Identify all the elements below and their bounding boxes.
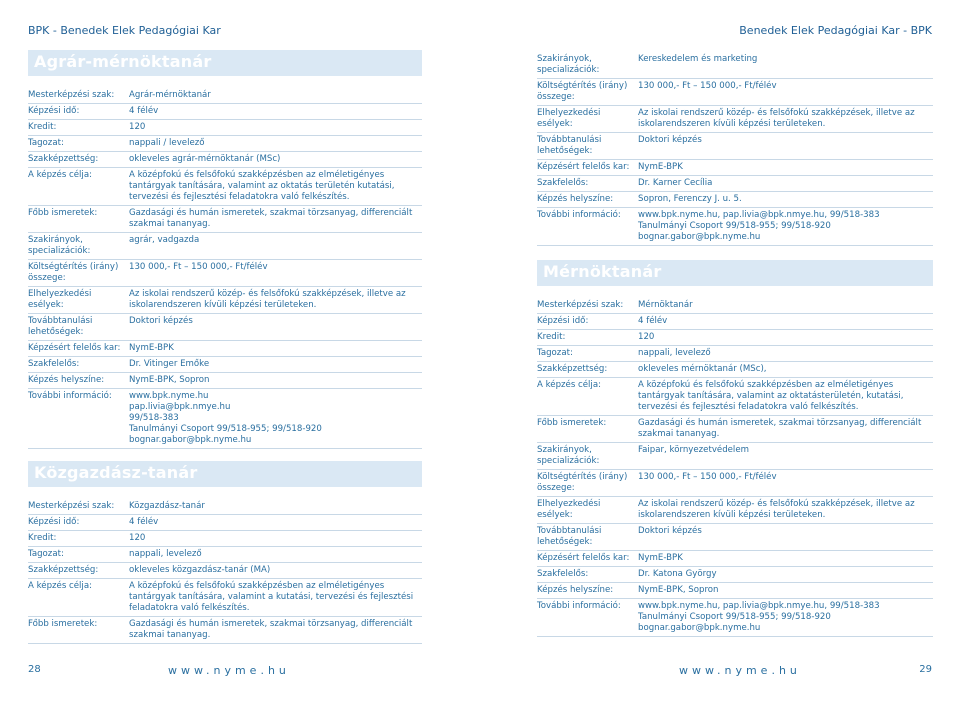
info-row bbox=[28, 341, 422, 357]
row-label: A képzés célja: bbox=[28, 170, 92, 180]
row-value: A középfokú és felsőfokú szakképzésben az elméletigényes tantárgyak tanítására, valamint az oktatásterületén, kutatási, tervezési és fejlesztési feladatokra való felkészítés. bbox=[638, 380, 904, 412]
info-table bbox=[28, 499, 422, 644]
row-label: Költségtérítés (irány) összege: bbox=[28, 262, 119, 283]
info-row bbox=[28, 233, 422, 260]
row-value: NymE-BPK, Sopron bbox=[638, 585, 719, 595]
row-label: További információ: bbox=[28, 391, 112, 401]
info-row bbox=[537, 416, 933, 443]
row-label: Képzés helyszíne: bbox=[537, 585, 614, 595]
row-value: 130 000,- Ft – 150 000,- Ft/félév bbox=[638, 472, 777, 482]
row-value: Sopron, Ferenczy J. u. 5. bbox=[638, 194, 742, 204]
section-title: Agrár-mérnöktanár bbox=[34, 52, 212, 71]
row-value: NymE-BPK, Sopron bbox=[129, 375, 210, 385]
info-row bbox=[537, 551, 933, 567]
row-value: nappali / levelező bbox=[129, 138, 205, 148]
row-value: Agrár-mérnöktanár bbox=[129, 90, 211, 100]
row-value: NymE-BPK bbox=[129, 343, 174, 353]
info-row bbox=[28, 168, 422, 206]
info-row bbox=[28, 152, 422, 168]
row-label: Költségtérítés (irány) összege: bbox=[537, 472, 628, 493]
page-number: 28 bbox=[28, 664, 41, 675]
row-label: Kredit: bbox=[28, 122, 57, 132]
info-row bbox=[537, 160, 933, 176]
info-row bbox=[537, 524, 933, 551]
row-value: www.bpk.nyme.hu, pap.livia@bpk.nmye.hu, 99/518-383 Tanulmányi Csoport 99/518-955; 99/518-920 bognar.gabor@bpk.nyme.hu bbox=[638, 601, 880, 633]
page-number: 29 bbox=[919, 664, 932, 675]
row-value: Kereskedelem és marketing bbox=[638, 54, 758, 64]
section-title: Közgazdász-tanár bbox=[34, 463, 198, 482]
info-table bbox=[28, 88, 422, 449]
info-row bbox=[537, 330, 933, 346]
row-value: Az iskolai rendszerű közép- és felsőfokú szakképzések, illetve az iskolarendszeren kívüli képzési területeken. bbox=[638, 499, 915, 520]
info-row bbox=[28, 563, 422, 579]
info-row bbox=[537, 106, 933, 133]
row-value: nappali, levelező bbox=[129, 549, 202, 559]
info-row bbox=[28, 136, 422, 152]
row-label: Tagozat: bbox=[28, 549, 64, 559]
header-left: BPK - Benedek Elek Pedagógiai Kar bbox=[28, 24, 221, 37]
row-value: Mérnöktanár bbox=[638, 300, 693, 310]
info-row bbox=[537, 346, 933, 362]
info-row bbox=[537, 443, 933, 470]
info-row bbox=[537, 298, 933, 314]
row-label: Szakirányok, specializációk: bbox=[28, 235, 91, 256]
row-value: NymE-BPK bbox=[638, 553, 683, 563]
row-value: Gazdasági és humán ismeretek, szakmai törzsanyag, differenciált szakmai tananyag. bbox=[129, 208, 413, 229]
info-row bbox=[537, 497, 933, 524]
row-label: Szakfelelős: bbox=[537, 569, 589, 579]
row-value: Doktori képzés bbox=[638, 526, 702, 536]
right-page bbox=[537, 52, 933, 637]
row-label: Mesterképzési szak: bbox=[28, 90, 115, 100]
row-value: 4 félév bbox=[129, 106, 159, 116]
info-row bbox=[537, 52, 933, 79]
left-page bbox=[28, 50, 422, 644]
row-value: Közgazdász-tanár bbox=[129, 501, 205, 511]
section-title-bar bbox=[28, 461, 422, 487]
row-label: Költségtérítés (irány) összege: bbox=[537, 81, 628, 102]
header-right: Benedek Elek Pedagógiai Kar - BPK bbox=[739, 24, 932, 37]
info-row bbox=[28, 206, 422, 233]
info-row bbox=[28, 499, 422, 515]
info-row bbox=[537, 208, 933, 246]
row-label: Szakfelelős: bbox=[537, 178, 589, 188]
row-label: Kredit: bbox=[537, 332, 566, 342]
row-value: Dr. Karner Cecília bbox=[638, 178, 713, 188]
info-row bbox=[537, 176, 933, 192]
row-value: Dr. Vitinger Emőke bbox=[129, 359, 210, 369]
info-row bbox=[28, 389, 422, 449]
row-value: okleveles agrár-mérnöktanár (MSc) bbox=[129, 154, 281, 164]
section-title: Mérnöktanár bbox=[543, 262, 662, 281]
row-label: Képzés helyszíne: bbox=[28, 375, 105, 385]
row-label: Továbbtanulási lehetőségek: bbox=[537, 135, 602, 156]
row-value: Doktori képzés bbox=[638, 135, 702, 145]
row-label: Képzésért felelős kar: bbox=[537, 162, 630, 172]
section-title-bar bbox=[537, 260, 933, 286]
row-label: Tagozat: bbox=[537, 348, 573, 358]
info-row bbox=[28, 373, 422, 389]
info-row bbox=[537, 362, 933, 378]
row-label: Tagozat: bbox=[28, 138, 64, 148]
row-label: Továbbtanulási lehetőségek: bbox=[537, 526, 602, 547]
row-value: A középfokú és felsőfokú szakképzésben az elméletigényes tantárgyak tanítására, valamint a kutatási, tervezési és fejlesztési feladatokra való felkészítés. bbox=[129, 581, 414, 613]
row-value: 120 bbox=[638, 332, 655, 342]
info-row bbox=[28, 547, 422, 563]
info-row bbox=[28, 357, 422, 373]
info-row bbox=[28, 88, 422, 104]
info-row bbox=[537, 133, 933, 160]
row-label: A képzés célja: bbox=[537, 380, 601, 390]
row-label: Szakirányok, specializációk: bbox=[537, 445, 600, 466]
info-row bbox=[28, 531, 422, 547]
row-value: 4 félév bbox=[638, 316, 668, 326]
row-label: Szakképzettség: bbox=[28, 154, 99, 164]
info-row bbox=[537, 567, 933, 583]
row-label: Szakképzettség: bbox=[28, 565, 99, 575]
row-value: Gazdasági és humán ismeretek, szakmai törzsanyag, differenciált szakmai tananyag. bbox=[638, 418, 922, 439]
info-table bbox=[537, 52, 933, 246]
info-row bbox=[537, 583, 933, 599]
row-label: Képzési idő: bbox=[537, 316, 589, 326]
row-label: Mesterképzési szak: bbox=[537, 300, 624, 310]
row-value: Doktori képzés bbox=[129, 316, 193, 326]
row-value: A középfokú és felsőfokú szakképzésben az elméletigényes tantárgyak tanítására, valamint az oktatás területén kutatási, tervezési és fejlesztési feladatokra való felkészítés. bbox=[129, 170, 395, 202]
row-value: Faipar, környezetvédelem bbox=[638, 445, 749, 455]
row-label: Képzés helyszíne: bbox=[537, 194, 614, 204]
row-label: Képzési idő: bbox=[28, 517, 80, 527]
row-label: Kredit: bbox=[28, 533, 57, 543]
info-row bbox=[28, 260, 422, 287]
row-value: 130 000,- Ft – 150 000,- Ft/félév bbox=[638, 81, 777, 91]
row-value: 130 000,- Ft – 150 000,- Ft/félév bbox=[129, 262, 268, 272]
row-label: Főbb ismeretek: bbox=[537, 418, 607, 428]
row-label: Elhelyezkedési esélyek: bbox=[537, 499, 601, 520]
row-label: Képzésért felelős kar: bbox=[537, 553, 630, 563]
row-value: Dr. Katona György bbox=[638, 569, 717, 579]
row-label: További információ: bbox=[537, 210, 621, 220]
row-label: A képzés célja: bbox=[28, 581, 92, 591]
row-label: További információ: bbox=[537, 601, 621, 611]
row-value: Gazdasági és humán ismeretek, szakmai törzsanyag, differenciált szakmai tananyag. bbox=[129, 619, 413, 640]
info-row bbox=[28, 287, 422, 314]
row-label: Szakirányok, specializációk: bbox=[537, 54, 600, 75]
row-value: 120 bbox=[129, 122, 146, 132]
info-row bbox=[28, 579, 422, 617]
row-value: 4 félév bbox=[129, 517, 159, 527]
row-value: okleveles közgazdász-tanár (MA) bbox=[129, 565, 271, 575]
website-link[interactable]: www.nyme.hu bbox=[679, 664, 801, 677]
row-value: agrár, vadgazda bbox=[129, 235, 200, 245]
row-value: www.bpk.nyme.hu, pap.livia@bpk.nmye.hu, 99/518-383 Tanulmányi Csoport 99/518-955; 99/518-920 bognar.gabor@bpk.nyme.hu bbox=[638, 210, 880, 242]
row-value: NymE-BPK bbox=[638, 162, 683, 172]
row-value: Az iskolai rendszerű közép- és felsőfokú szakképzések, illetve az iskolarendszeren kívüli képzési területeken. bbox=[129, 289, 406, 310]
info-row bbox=[28, 314, 422, 341]
row-label: Képzési idő: bbox=[28, 106, 80, 116]
row-value: Az iskolai rendszerű közép- és felsőfokú szakképzések, illetve az iskolarendszeren kívüli képzési területeken. bbox=[638, 108, 915, 129]
info-row bbox=[537, 192, 933, 208]
section-title-bar bbox=[28, 50, 422, 76]
info-table bbox=[537, 298, 933, 637]
info-row bbox=[537, 599, 933, 637]
info-row bbox=[28, 120, 422, 136]
row-value: www.bpk.nyme.hu pap.livia@bpk.nmye.hu 99/518-383 Tanulmányi Csoport 99/518-955; 99/518-920 bognar.gabor@bpk.nyme.hu bbox=[129, 391, 322, 445]
row-label: Elhelyezkedési esélyek: bbox=[537, 108, 601, 129]
info-row bbox=[28, 104, 422, 120]
info-row bbox=[28, 515, 422, 531]
row-label: Mesterképzési szak: bbox=[28, 501, 115, 511]
info-row bbox=[537, 470, 933, 497]
row-label: Továbbtanulási lehetőségek: bbox=[28, 316, 93, 337]
row-label: Képzésért felelős kar: bbox=[28, 343, 121, 353]
row-value: nappali, levelező bbox=[638, 348, 711, 358]
row-value: okleveles mérnöktanár (MSc), bbox=[638, 364, 767, 374]
row-label: Elhelyezkedési esélyek: bbox=[28, 289, 92, 310]
row-value: 120 bbox=[129, 533, 146, 543]
info-row bbox=[537, 79, 933, 106]
info-row bbox=[537, 378, 933, 416]
info-row bbox=[537, 314, 933, 330]
info-row bbox=[28, 617, 422, 644]
row-label: Főbb ismeretek: bbox=[28, 619, 98, 629]
row-label: Szakképzettség: bbox=[537, 364, 608, 374]
row-label: Főbb ismeretek: bbox=[28, 208, 98, 218]
row-label: Szakfelelős: bbox=[28, 359, 80, 369]
website-link[interactable]: www.nyme.hu bbox=[168, 664, 290, 677]
